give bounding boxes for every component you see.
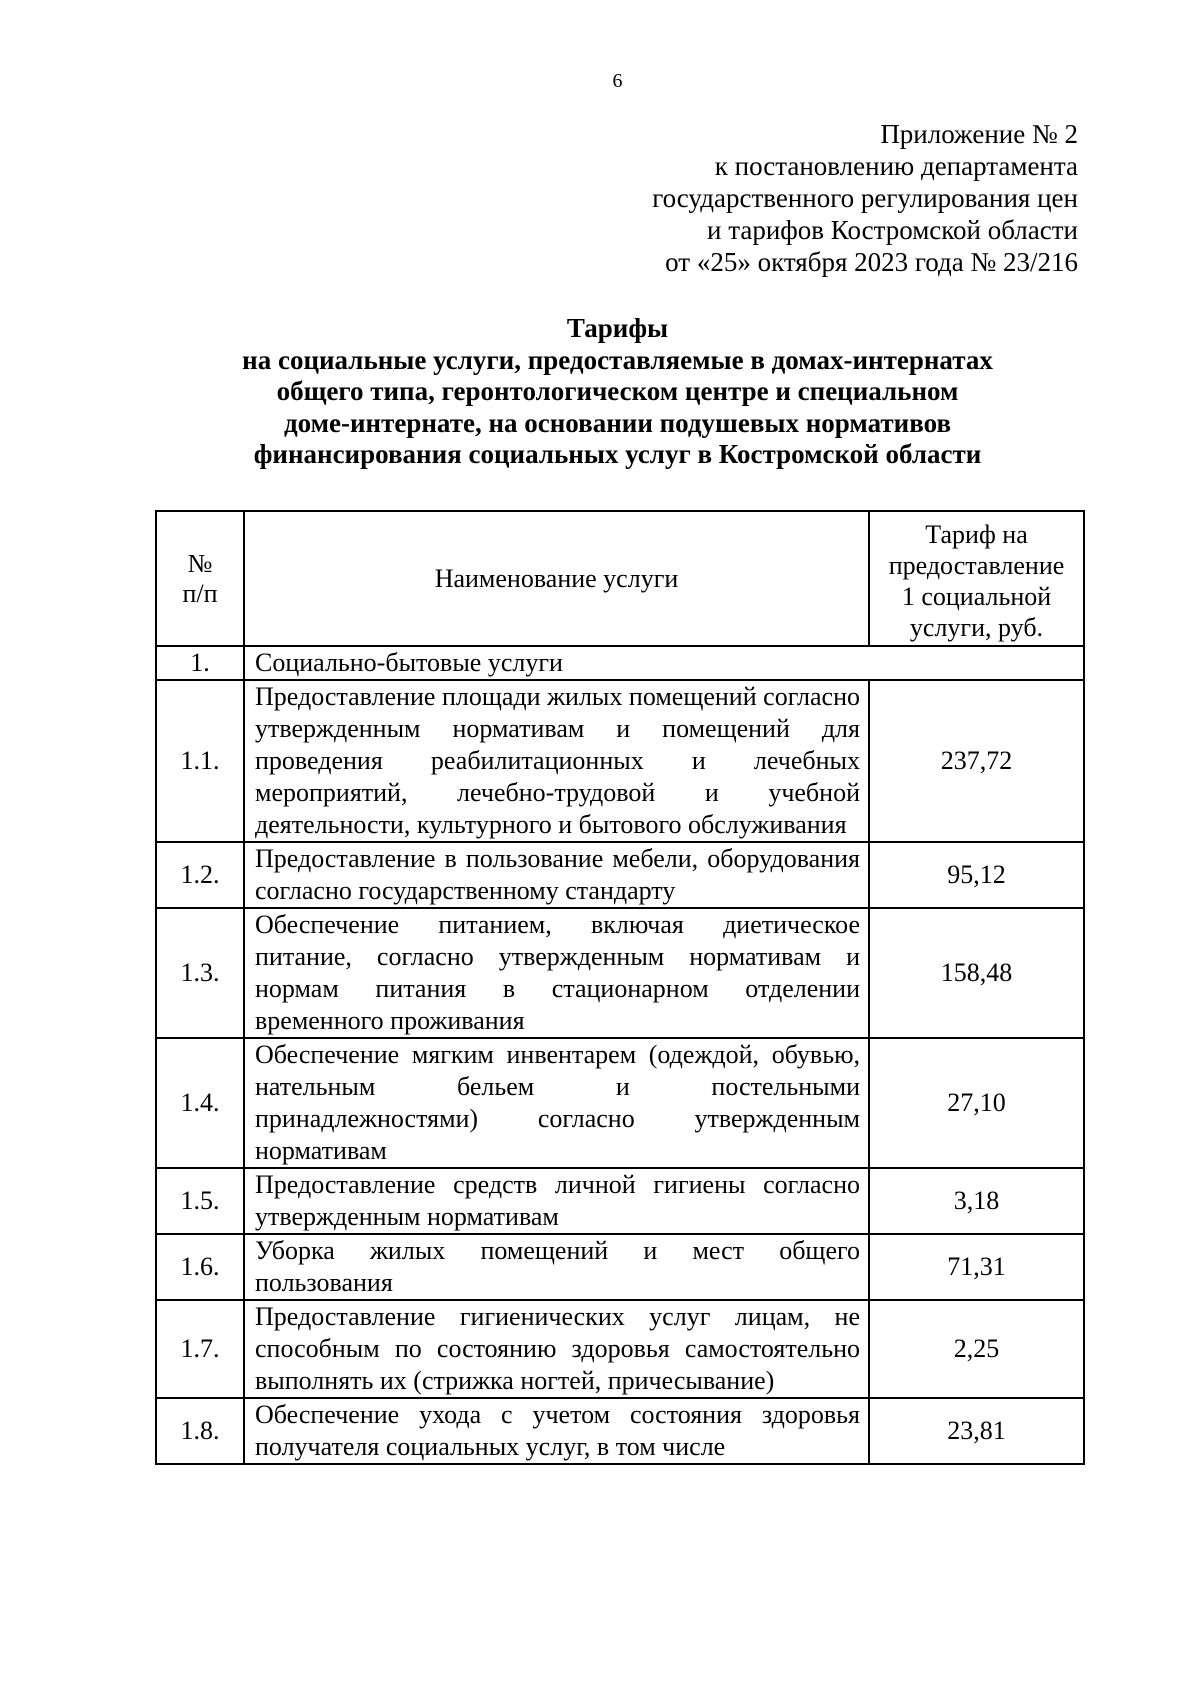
header-tariff	[869, 511, 1084, 646]
row-tariff: 3,18	[869, 1168, 1084, 1234]
row-number: 1.7.	[156, 1300, 244, 1398]
table-header-row	[156, 511, 1084, 646]
row-service-name: Обеспечение питанием, включая диетическое питание, согласно утвержденным нормативам и нормам питания в стационарном отделении временного проживания	[244, 908, 869, 1038]
section-name: Социально-бытовые услуги	[244, 646, 1084, 680]
row-tariff: 71,31	[869, 1234, 1084, 1300]
document-title	[150, 313, 1085, 471]
appendix-line: Приложение № 2	[880, 119, 1078, 149]
page-number: 6	[612, 70, 623, 92]
row-tariff: 27,10	[869, 1038, 1084, 1168]
row-tariff: 237,72	[869, 680, 1084, 842]
section-number: 1.	[156, 646, 244, 680]
appendix-line: государственного регулирования цен	[652, 183, 1078, 213]
header-service-name: Наименование услуги	[244, 511, 869, 646]
table-row	[156, 1038, 1084, 1168]
row-service-name: Предоставление гигиенических услуг лицам, не способным по состоянию здоровья самостоятельно выполнять их (стрижка ногтей, причесывание)	[244, 1300, 869, 1398]
row-service-name: Предоставление площади жилых помещений согласно утвержденным нормативам и помещений для проведения реабилитационных и лечебных мероприятий, лечебно-трудовой и учебной деятельности, культурного и бытового обслуживания	[244, 680, 869, 842]
table-row	[156, 1398, 1084, 1464]
header-tariff-line: Тариф на	[925, 520, 1028, 549]
title-line: финансирования социальных услуг в Костромской области	[253, 439, 982, 469]
title-line: на социальные услуги, предоставляемые в домах-интернатах	[242, 344, 993, 375]
header-number-line: №	[187, 548, 213, 578]
tariffs-table	[155, 510, 1085, 1465]
row-number: 1.3.	[156, 908, 244, 1038]
row-number: 1.2.	[156, 842, 244, 908]
row-tariff: 2,25	[869, 1300, 1084, 1398]
appendix-reference	[652, 118, 1078, 278]
row-tariff: 23,81	[869, 1398, 1084, 1464]
row-service-name: Обеспечение мягким инвентарем (одеждой, обувью, нательным бельем и постельными принадлежностями) согласно утвержденным нормативам	[244, 1038, 869, 1168]
header-number-line: п/п	[182, 578, 218, 608]
section-row	[156, 646, 1084, 680]
row-number: 1.8.	[156, 1398, 244, 1464]
header-tariff-line: услуги, руб.	[909, 613, 1044, 642]
row-number: 1.4.	[156, 1038, 244, 1168]
header-number	[156, 511, 244, 646]
row-service-name: Обеспечение ухода с учетом состояния здоровья получателя социальных услуг, в том числе	[244, 1398, 869, 1464]
row-number: 1.5.	[156, 1168, 244, 1234]
header-tariff-line: 1 социальной	[901, 582, 1052, 611]
row-tariff: 95,12	[869, 842, 1084, 908]
table-row	[156, 1234, 1084, 1300]
table-row	[156, 842, 1084, 908]
row-tariff: 158,48	[869, 908, 1084, 1038]
appendix-line: к постановлению департамента	[714, 151, 1078, 181]
row-service-name: Предоставление в пользование мебели, оборудования согласно государственному стандарту	[244, 842, 869, 908]
row-service-name: Предоставление средств личной гигиены согласно утвержденным нормативам	[244, 1168, 869, 1234]
title-heading: Тарифы	[566, 313, 669, 343]
row-number: 1.1.	[156, 680, 244, 842]
table-row	[156, 1168, 1084, 1234]
appendix-line: от «25» октября 2023 года № 23/216	[665, 247, 1078, 277]
table-row	[156, 680, 1084, 842]
row-service-name: Уборка жилых помещений и мест общего пользования	[244, 1234, 869, 1300]
row-number: 1.6.	[156, 1234, 244, 1300]
appendix-line: и тарифов Костромской области	[707, 215, 1078, 245]
header-tariff-line: предоставление	[888, 551, 1065, 580]
title-line: общего типа, геронтологическом центре и специальном	[276, 376, 959, 406]
table-row	[156, 1300, 1084, 1398]
title-line: доме-интернате, на основании подушевых нормативов	[283, 407, 952, 438]
table-row	[156, 908, 1084, 1038]
